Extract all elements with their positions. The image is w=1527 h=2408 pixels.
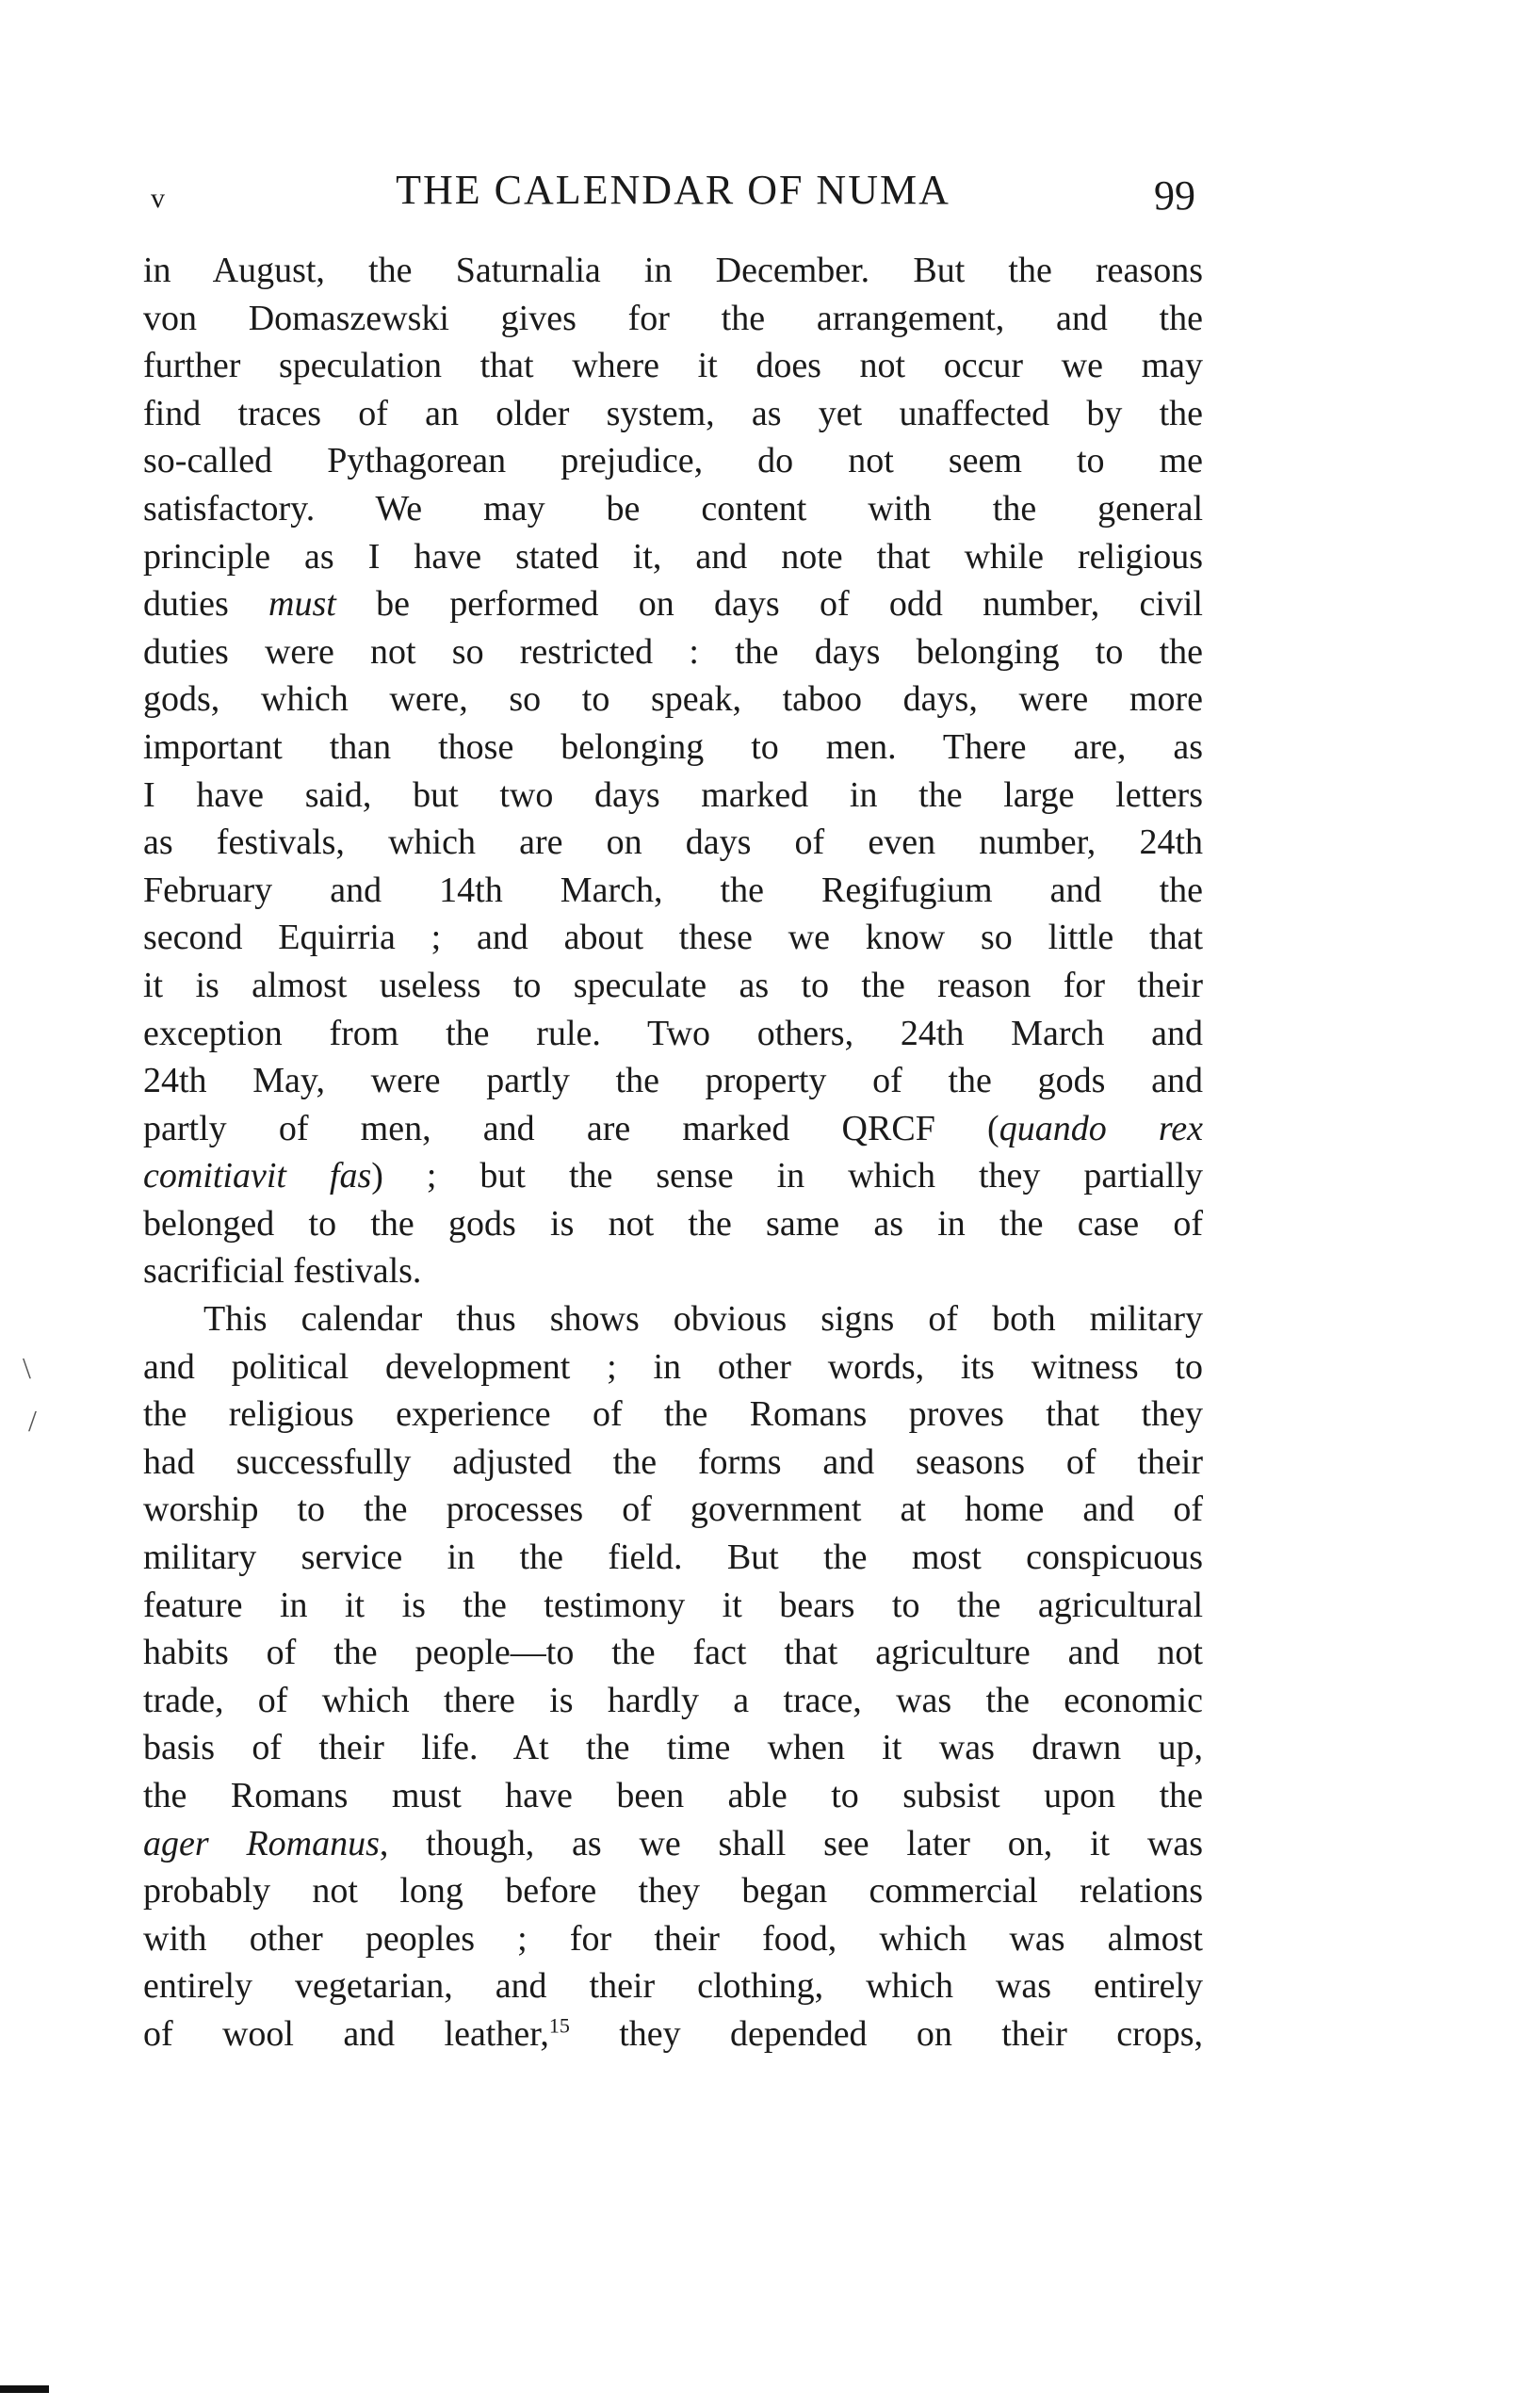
text-line: February and 14th March, the Regifugium and the: [143, 870, 1203, 910]
italic-latin: comitiavit fas: [143, 1156, 372, 1196]
text-line: belonged to the gods is not the same as in the case of: [143, 1203, 1203, 1244]
italic-latin: quando rex: [999, 1108, 1203, 1148]
text-run: duties: [143, 584, 269, 625]
text-run: be performed on days of odd number, civil: [335, 584, 1203, 625]
text-line: and political development ; in other words, its witness to: [143, 1346, 1203, 1387]
text-run: of wool and leather,: [143, 2013, 549, 2054]
text-line: so-called Pythagorean prejudice, do not seem to me: [143, 441, 1203, 481]
text-line: had successfully adjusted the forms and seasons of their: [143, 1441, 1203, 1482]
text-line: basis of their life. At the time when it was drawn up,: [143, 1728, 1203, 1768]
italic-latin: ager Romanus: [143, 1823, 380, 1863]
text-line: the religious experience of the Romans proves that they: [143, 1394, 1203, 1435]
text-line: I have said, but two days marked in the large letters: [143, 774, 1203, 815]
text-line: entirely vegetarian, and their clothing, which was entirely: [143, 1966, 1203, 2007]
running-title: THE CALENDAR OF NUMA: [396, 167, 950, 213]
text-line: gods, which were, so to speak, taboo days, were more: [143, 679, 1203, 720]
text-line: [143, 1820, 1203, 1868]
scan-edge-mark: [0, 2385, 49, 2393]
margin-stray-mark: /: [28, 1404, 37, 1438]
text-line: satisfactory. We may be content with the general: [143, 488, 1203, 529]
italic-emphasis: must: [268, 584, 336, 625]
page-number: 99: [1154, 172, 1195, 219]
text-line: 24th May, were partly the property of the gods and: [143, 1061, 1203, 1101]
text-run: they depended on their crops,: [569, 2013, 1204, 2054]
text-line: important than those belonging to men. There are, as: [143, 726, 1203, 767]
text-line: duties were not so restricted : the days belonging to the: [143, 631, 1203, 672]
text-run: partly of men, and are marked QRCF (: [143, 1108, 999, 1148]
text-line: von Domaszewski gives for the arrangement, and the: [143, 298, 1203, 338]
text-line: the Romans must have been able to subsist upon the: [143, 1776, 1203, 1815]
footnote-marker: 15: [548, 2013, 570, 2038]
text-line: principle as I have stated it, and note that while religious: [143, 536, 1203, 577]
text-line: probably not long before they began commercial relations: [143, 1871, 1203, 1912]
text-line: trade, of which there is hardly a trace, was the economic: [143, 1680, 1203, 1720]
text-line: worship to the processes of government at home and of: [143, 1489, 1203, 1530]
running-header: [143, 166, 1203, 222]
text-line: [143, 1152, 1203, 1200]
text-line: [143, 580, 1203, 628]
text-line: find traces of an older system, as yet unaffected by the: [143, 393, 1203, 433]
text-line: [143, 1105, 1203, 1153]
text-line: military service in the field. But the most conspicuous: [143, 1538, 1203, 1578]
text-line: it is almost useless to speculate as to the reason for their: [143, 965, 1203, 1005]
text-run: , though, as we shall see later on, it was: [379, 1823, 1203, 1863]
text-line: [143, 2010, 1203, 2058]
body-text: [143, 247, 1203, 2058]
text-line: exception from the rule. Two others, 24th March and: [143, 1013, 1203, 1053]
text-line: feature in it is the testimony it bears to the agricultural: [143, 1585, 1203, 1625]
chapter-number: v: [151, 183, 165, 214]
paragraph-start: This calendar thus shows obvious signs of both military: [203, 1299, 1203, 1340]
text-line: further speculation that where it does not occur we may: [143, 346, 1203, 386]
margin-stray-mark: \: [23, 1351, 31, 1385]
text-line: with other peoples ; for their food, which was almost: [143, 1918, 1203, 1959]
text-line: as festivals, which are on days of even number, 24th: [143, 822, 1203, 863]
text-line: habits of the people—to the fact that agriculture and not: [143, 1633, 1203, 1673]
text-line: second Equirria ; and about these we know so little that: [143, 918, 1203, 958]
text-line: sacrificial festivals.: [143, 1251, 422, 1292]
text-line: in August, the Saturnalia in December. But the reasons: [143, 251, 1203, 290]
text-run: ) ; but the sense in which they partially: [371, 1156, 1203, 1196]
